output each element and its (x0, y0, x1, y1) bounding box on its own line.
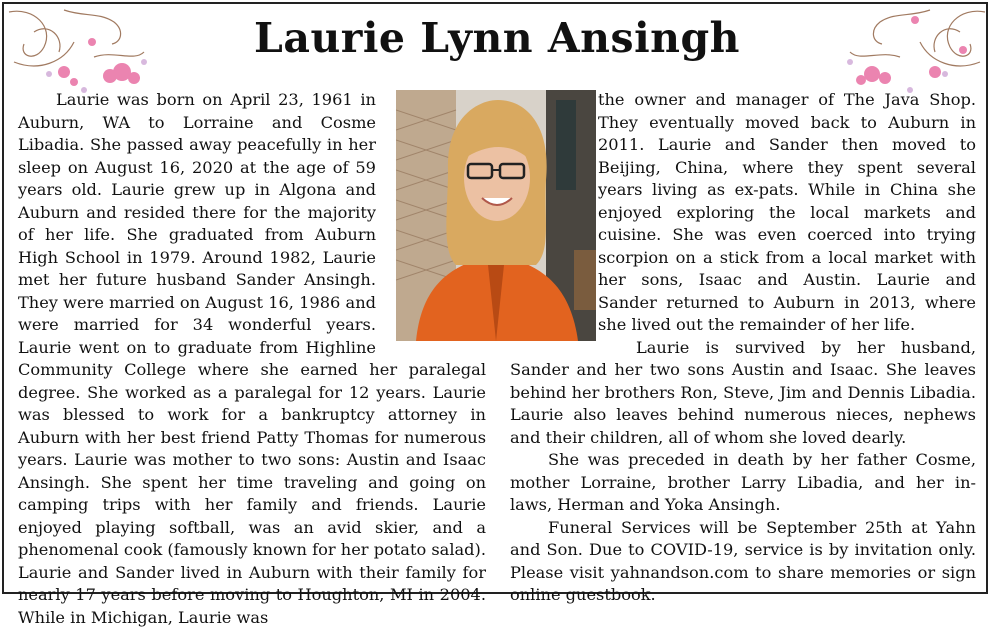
paragraph-funeral-services: Funeral Services will be September 25th at Yahn and Son. Due to COVID-19, service is by invitation only. Please visit yahnandson.com to share memories or sign online guestbook. (510, 517, 976, 604)
obituary-title: Laurie Lynn Ansingh (254, 14, 740, 62)
left-column (18, 89, 486, 629)
paragraph-biography-continued: the owner and manager of The Java Shop. They eventually moved back to Auburn in 2011. Laurie and Sander then moved to Beijing, China, where they spent several years living as ex-pats. While in China she enjoyed exploring the local markets and cuisine. She was even coerced into trying scorpion on a stick from a local market with her sons, Isaac and Austin. Laurie and Sander returned to Auburn in 2013, where she lived out the remainder of her life. (598, 90, 976, 334)
paragraph-survived-by: Laurie is survived by her husband, Sander and her two sons Austin and Isaac. She leaves behind her brothers Ron, Steve, Jim and Dennis Libadia. Laurie also leaves behind numerous nieces, nephews and their children, all of whom she loved dearly. (510, 337, 976, 447)
paragraph-preceded-by: She was preceded in death by her father Cosme, mother Lorraine, brother Larry Libadia, and her in-laws, Herman and Yoka Ansingh. (510, 450, 976, 514)
paragraph-biography: Laurie was born on April 23, 1961 in Auburn, WA to Lorraine and Cosme Libadia. She passed away peacefully in her sleep on August 16, 2020 at the age of 59 years old. Laurie grew up in Algona and Auburn and resided there for the majority of her life. She graduated from Auburn High School in 1979. Around 1982, Laurie met her future husband Sander Ansingh. They were married on August 16, 1986 and were married for 34 wonderful years. Laurie went on to graduate from Highline Community College where she earned her paralegal degree. She worked as a paralegal for 12 years. Laurie was blessed to work for a bankruptcy attorney in Auburn with her best friend Patty Thomas for numerous years. Laurie was mother to two sons: Austin and Isaac Ansingh. She spent her time traveling and going on camping trips with her family and friends. Laurie enjoyed playing softball, was an avid skier, and a phenomenal cook (famously known for her potato salad). Laurie and Sander lived in Auburn with their family for nearly 17 years before moving to Houghton, MI in 2004. While in Michigan, Laurie was (18, 90, 486, 627)
right-column (510, 89, 976, 607)
